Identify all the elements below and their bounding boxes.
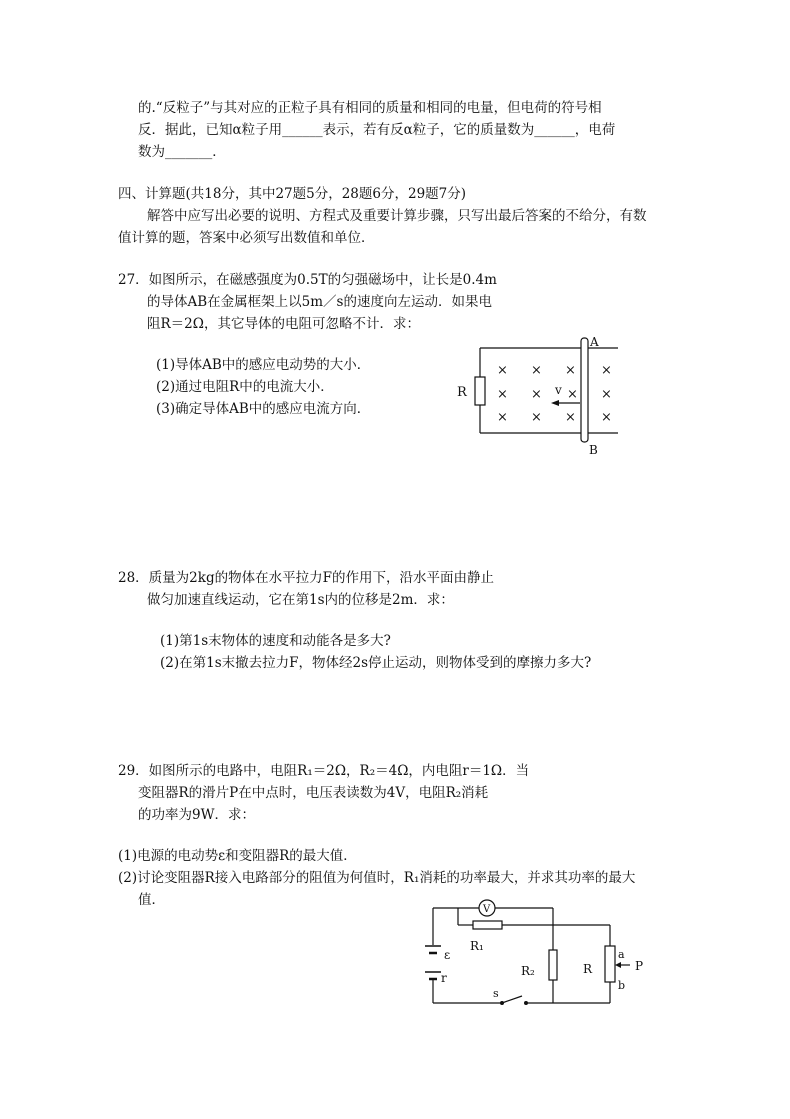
q29-sub-2b: 值． xyxy=(138,892,165,908)
rheostat xyxy=(605,946,615,982)
field-cross: × xyxy=(497,387,508,402)
q28-sub-2: (2)在第1s末撤去拉力F，物体经2s停止运动，则物体受到的摩擦力多大? xyxy=(160,655,592,671)
r2-label: R₂ xyxy=(521,964,535,978)
q28-line-2: 做匀加速直线运动，它在第1s内的位移是2m．求： xyxy=(147,592,454,608)
field-cross: × xyxy=(565,410,576,425)
field-cross: × xyxy=(567,387,578,402)
switch-label: s xyxy=(493,987,499,1000)
q27-label-A: A xyxy=(590,335,599,349)
slider-p xyxy=(615,962,630,968)
instructions-line-1: 解答中应写出必要的说明、方程式及重要计算步骤，只写出最后答案的不给分，有数 xyxy=(147,208,647,224)
resistor-r1 xyxy=(473,921,502,929)
q29-sub-1: (1)电源的电动势ε和变阻器R的最大值． xyxy=(118,848,357,864)
field-cross: × xyxy=(601,387,612,402)
emf-label: ε xyxy=(444,948,451,962)
resistor-r2 xyxy=(549,950,557,980)
terminal-b-label: b xyxy=(618,979,626,992)
q28-line-1: 28．质量为2kg的物体在水平拉力F的作用下，沿水平面由静止 xyxy=(118,570,494,586)
q27-line-3: 阻R＝2Ω，其它导体的电阻可忽略不计．求： xyxy=(147,316,420,332)
r1-label: R₁ xyxy=(470,939,484,953)
q29-line-3: 的功率为9W．求： xyxy=(138,807,255,823)
q27-sub-1: (1)导体AB中的感应电动势的大小． xyxy=(156,357,371,373)
q27-line-1: 27．如图所示，在磁感强度为0.5T的匀强磁场中，让长是0.4m xyxy=(118,272,497,288)
instructions-line-2: 值计算的题，答案中必须写出数值和单位． xyxy=(118,230,375,246)
field-cross: × xyxy=(601,410,612,425)
terminal-a-label: a xyxy=(618,948,625,961)
battery xyxy=(425,946,441,979)
intro-line-2: 反．据此，已知α粒子用______表示，若有反α粒子，它的质量数为______，电荷 xyxy=(138,122,616,138)
field-cross: × xyxy=(531,410,542,425)
internal-r-label: r xyxy=(441,971,447,985)
q27-sub-3: (3)确定导体AB中的感应电流方向． xyxy=(156,401,371,417)
field-cross: × xyxy=(565,363,576,378)
section-heading: 四、计算题(共18分，其中27题5分，28题6分，29题7分) xyxy=(118,186,467,202)
q29-line-1: 29．如图所示的电路中，电阻R₁＝2Ω，R₂＝4Ω，内电阻r＝1Ω．当 xyxy=(118,763,530,779)
q28-sub-1: (1)第1s末物体的速度和动能各是多大? xyxy=(160,633,391,649)
field-cross: × xyxy=(601,363,612,378)
q27-label-R: R xyxy=(457,385,467,400)
voltmeter-label: V xyxy=(483,904,491,915)
intro-line-1: 的.“反粒子”与其对应的正粒子具有相同的质量和相同的电量，但电荷的符号相 xyxy=(138,100,602,116)
field-cross: × xyxy=(497,410,508,425)
q27-label-B: B xyxy=(589,443,598,457)
q27-sub-2: (2)通过电阻R中的电流大小． xyxy=(156,379,334,395)
slider-p-label: P xyxy=(635,959,644,973)
q27-label-v: v xyxy=(555,383,562,397)
rheostat-label: R xyxy=(583,962,593,976)
field-cross: × xyxy=(531,363,542,378)
q27-line-2: 的导体AB在金属框架上以5m／s的速度向左运动．如果电 xyxy=(147,294,492,310)
field-cross: × xyxy=(531,387,542,402)
q29-line-2: 变阻器R的滑片P在中点时，电压表读数为4V，电阻R₂消耗 xyxy=(138,785,489,801)
q29-sub-2a: (2)讨论变阻器R接入电路部分的阻值为何值时，R₁消耗的功率最大，并求其功率的最大 xyxy=(118,870,636,886)
intro-line-3: 数为_______． xyxy=(138,144,226,160)
field-cross: × xyxy=(497,363,508,378)
